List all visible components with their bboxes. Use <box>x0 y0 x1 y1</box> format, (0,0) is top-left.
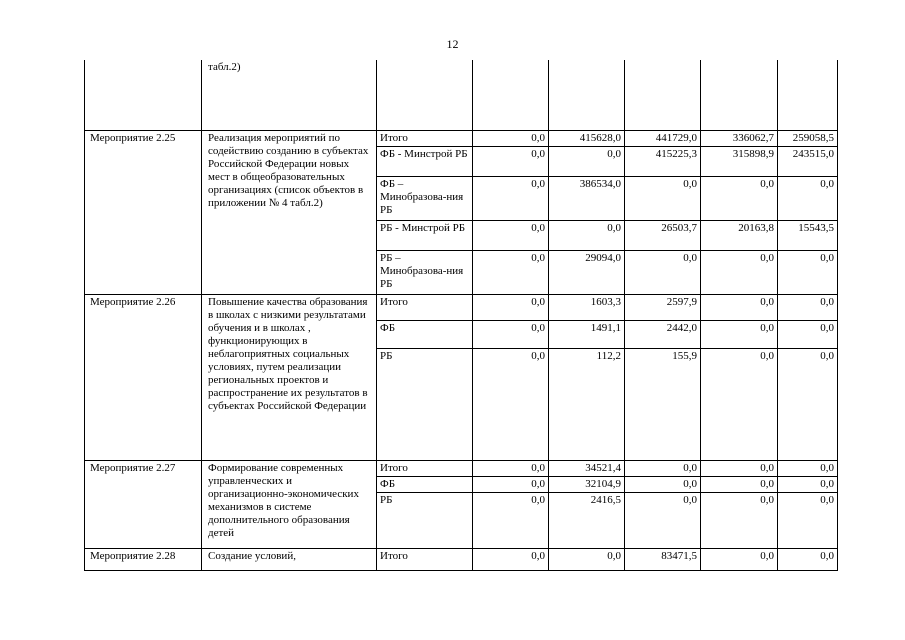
event-desc-cell: табл.2) <box>202 60 377 130</box>
value-cell: 0,0 <box>701 176 778 220</box>
source-cell: Итого <box>377 130 473 146</box>
value-cell: 0,0 <box>549 548 625 570</box>
value-cell: 0,0 <box>778 460 838 476</box>
value-cell: 0,0 <box>473 548 549 570</box>
source-cell: Итого <box>377 294 473 320</box>
value-cell: 0,0 <box>778 492 838 548</box>
source-cell: ФБ – Минобразова-ния РБ <box>377 176 473 220</box>
event-desc-cell: Реализация мероприятий по содействию созданию в субъектах Российской Федерации новых мест в общеобразовательных организациях (список объектов в приложении № 4 табл.2) <box>202 130 377 294</box>
source-cell: Итого <box>377 548 473 570</box>
budget-table <box>84 60 838 571</box>
source-cell: РБ - Минстрой РБ <box>377 220 473 250</box>
value-cell <box>625 60 701 130</box>
value-cell: 26503,7 <box>625 220 701 250</box>
value-cell: 0,0 <box>473 146 549 176</box>
value-cell: 0,0 <box>473 220 549 250</box>
value-cell <box>473 60 549 130</box>
value-cell: 0,0 <box>778 250 838 294</box>
source-cell: Итого <box>377 460 473 476</box>
value-cell: 0,0 <box>625 176 701 220</box>
event-name-cell: Мероприятие 2.28 <box>85 548 202 570</box>
value-cell: 2416,5 <box>549 492 625 548</box>
value-cell: 34521,4 <box>549 460 625 476</box>
value-cell: 415225,3 <box>625 146 701 176</box>
value-cell: 0,0 <box>473 130 549 146</box>
value-cell: 0,0 <box>549 220 625 250</box>
table-row-continuation <box>85 60 838 130</box>
value-cell: 0,0 <box>473 250 549 294</box>
value-cell: 2442,0 <box>625 320 701 348</box>
value-cell: 0,0 <box>778 294 838 320</box>
value-cell: 0,0 <box>625 476 701 492</box>
table-row <box>85 294 838 320</box>
value-cell: 415628,0 <box>549 130 625 146</box>
event-name-cell: Мероприятие 2.26 <box>85 294 202 460</box>
event-desc-cell: Повышение качества образования в школах с низкими результатами обучения и в школах , функционирующих в неблагоприятных социальных условиях, путем реализации региональных проектов и распространение их результатов в субъектах Российской Федерации <box>202 294 377 460</box>
value-cell: 0,0 <box>701 348 778 460</box>
event-desc-cell: Формирование современных управленческих и организационно-экономических механизмов в системе дополнительного образования детей <box>202 460 377 548</box>
value-cell: 0,0 <box>625 250 701 294</box>
value-cell: 315898,9 <box>701 146 778 176</box>
value-cell: 441729,0 <box>625 130 701 146</box>
value-cell: 20163,8 <box>701 220 778 250</box>
value-cell: 0,0 <box>778 348 838 460</box>
value-cell: 2597,9 <box>625 294 701 320</box>
value-cell: 0,0 <box>625 492 701 548</box>
value-cell: 0,0 <box>778 320 838 348</box>
value-cell: 0,0 <box>701 492 778 548</box>
value-cell <box>701 60 778 130</box>
page-number: 12 <box>446 37 459 51</box>
value-cell <box>778 60 838 130</box>
event-name-cell <box>85 60 202 130</box>
value-cell: 112,2 <box>549 348 625 460</box>
source-cell: ФБ - Минстрой РБ <box>377 146 473 176</box>
source-cell: ФБ <box>377 476 473 492</box>
value-cell: 1491,1 <box>549 320 625 348</box>
value-cell: 0,0 <box>473 294 549 320</box>
value-cell: 0,0 <box>473 460 549 476</box>
table-row <box>85 548 838 570</box>
source-cell: РБ – Минобразова-ния РБ <box>377 250 473 294</box>
value-cell: 29094,0 <box>549 250 625 294</box>
value-cell: 0,0 <box>473 348 549 460</box>
value-cell: 0,0 <box>778 176 838 220</box>
value-cell: 0,0 <box>701 250 778 294</box>
value-cell: 0,0 <box>701 476 778 492</box>
table-body <box>85 60 838 570</box>
source-cell: ФБ <box>377 320 473 348</box>
value-cell: 0,0 <box>701 294 778 320</box>
value-cell: 15543,5 <box>778 220 838 250</box>
value-cell: 32104,9 <box>549 476 625 492</box>
value-cell: 0,0 <box>778 548 838 570</box>
value-cell: 0,0 <box>701 548 778 570</box>
value-cell: 0,0 <box>549 146 625 176</box>
value-cell: 1603,3 <box>549 294 625 320</box>
value-cell: 0,0 <box>473 320 549 348</box>
table-row <box>85 460 838 476</box>
value-cell: 386534,0 <box>549 176 625 220</box>
source-cell <box>377 60 473 130</box>
value-cell: 0,0 <box>473 476 549 492</box>
value-cell: 0,0 <box>473 492 549 548</box>
table-row <box>85 130 838 146</box>
value-cell: 0,0 <box>701 320 778 348</box>
value-cell: 0,0 <box>473 176 549 220</box>
value-cell: 0,0 <box>625 460 701 476</box>
value-cell: 243515,0 <box>778 146 838 176</box>
value-cell <box>549 60 625 130</box>
source-cell: РБ <box>377 492 473 548</box>
value-cell: 0,0 <box>701 460 778 476</box>
event-name-cell: Мероприятие 2.27 <box>85 460 202 548</box>
event-desc-cell: Создание условий, <box>202 548 377 570</box>
value-cell: 0,0 <box>778 476 838 492</box>
value-cell: 155,9 <box>625 348 701 460</box>
source-cell: РБ <box>377 348 473 460</box>
value-cell: 336062,7 <box>701 130 778 146</box>
value-cell: 83471,5 <box>625 548 701 570</box>
event-name-cell: Мероприятие 2.25 <box>85 130 202 294</box>
value-cell: 259058,5 <box>778 130 838 146</box>
